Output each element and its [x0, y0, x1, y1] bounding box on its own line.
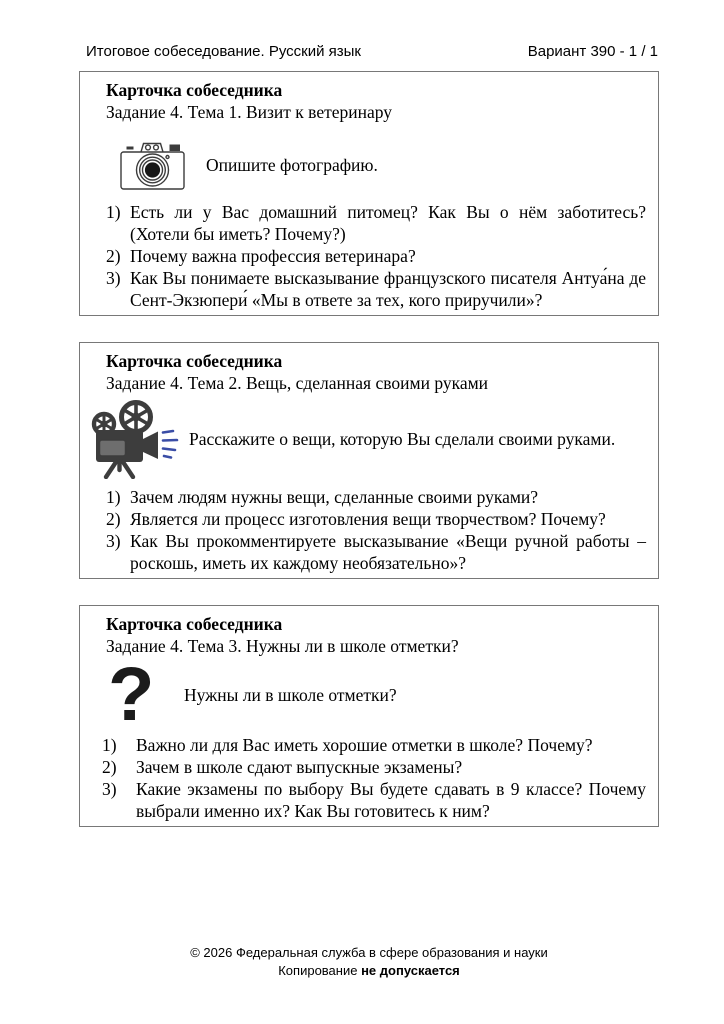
question-item [106, 267, 646, 311]
movie-camera-icon [89, 399, 179, 479]
question-item [106, 530, 646, 574]
card-subtitle: Задание 4. Тема 3. Нужны ли в школе отметки? [106, 636, 459, 656]
question-number: 3) [106, 531, 121, 551]
copy-notice-regular: Копирование [278, 963, 362, 978]
question-item [102, 778, 646, 822]
question-text: Зачем людям нужны вещи, сделанные своими руками? [130, 487, 539, 507]
icon-row [118, 139, 646, 191]
question-number: 2) [102, 757, 117, 777]
question-item [106, 201, 646, 245]
header-subject: Итоговое собеседование. Русский язык [86, 43, 361, 60]
question-mark-icon [108, 652, 155, 737]
question-number: 2) [106, 509, 121, 529]
question-number: 3) [106, 268, 121, 288]
question-text: Зачем в школе сдают выпускные экзамены? [136, 757, 463, 777]
card-prompt: Нужны ли в школе отметки? [184, 684, 397, 705]
question-list [102, 734, 646, 822]
camera-icon [118, 139, 187, 191]
question-list [106, 486, 646, 574]
icon-row [108, 652, 646, 737]
question-number: 1) [106, 202, 121, 222]
question-text: Как Вы прокомментируете высказывание «Вещи ручной работы – роскошь, иметь их каждому необязательно»? [130, 531, 646, 573]
question-list [106, 201, 646, 311]
card-title: Карточка собеседника [106, 351, 283, 371]
question-item [106, 508, 646, 530]
question-number: 3) [102, 779, 117, 799]
question-item [106, 245, 646, 267]
question-mark-glyph: ? [108, 652, 155, 737]
card-prompt: Опишите фотографию. [206, 154, 378, 175]
question-item [102, 734, 646, 756]
page-footer [79, 944, 659, 980]
question-item [102, 756, 646, 778]
copy-notice-bold: не допускается [361, 963, 460, 978]
interlocutor-card [79, 605, 659, 827]
icon-row [89, 399, 646, 479]
card-subtitle: Задание 4. Тема 1. Визит к ветеринару [106, 102, 393, 122]
interlocutor-card [79, 71, 659, 316]
copy-notice-line [79, 962, 659, 980]
interlocutor-card [79, 342, 659, 579]
card-subtitle: Задание 4. Тема 2. Вещь, сделанная своими руками [106, 373, 489, 393]
question-text: Есть ли у Вас домашний питомец? Как Вы о нём заботитесь? (Хотели бы иметь? Почему?) [130, 202, 646, 244]
question-number: 1) [106, 487, 121, 507]
page-header [86, 44, 658, 60]
question-number: 1) [102, 735, 117, 755]
question-number: 2) [106, 246, 121, 266]
question-text: Как Вы понимаете высказывание французского писателя Антуа́на де Сент-Экзюпери́ «Мы в ответе за тех, кого приручили»? [130, 268, 646, 310]
question-text: Почему важна профессия ветеринара? [130, 246, 416, 266]
header-variant: Вариант 390 - 1 / 1 [527, 43, 658, 60]
card-title: Карточка собеседника [106, 614, 283, 634]
card-prompt: Расскажите о вещи, которую Вы сделали своими руками. [189, 428, 616, 449]
question-text: Важно ли для Вас иметь хорошие отметки в школе? Почему? [136, 735, 593, 755]
question-text: Какие экзамены по выбору Вы будете сдавать в 9 классе? Почему выбрали именно их? Как Вы готовитесь к ним? [136, 779, 646, 821]
cards-column [79, 71, 659, 853]
card-title: Карточка собеседника [106, 80, 283, 100]
copyright-line: © 2026 Федеральная служба в сфере образования и науки [190, 945, 548, 960]
question-text: Является ли процесс изготовления вещи творчеством? Почему? [130, 509, 606, 529]
question-item [106, 486, 646, 508]
